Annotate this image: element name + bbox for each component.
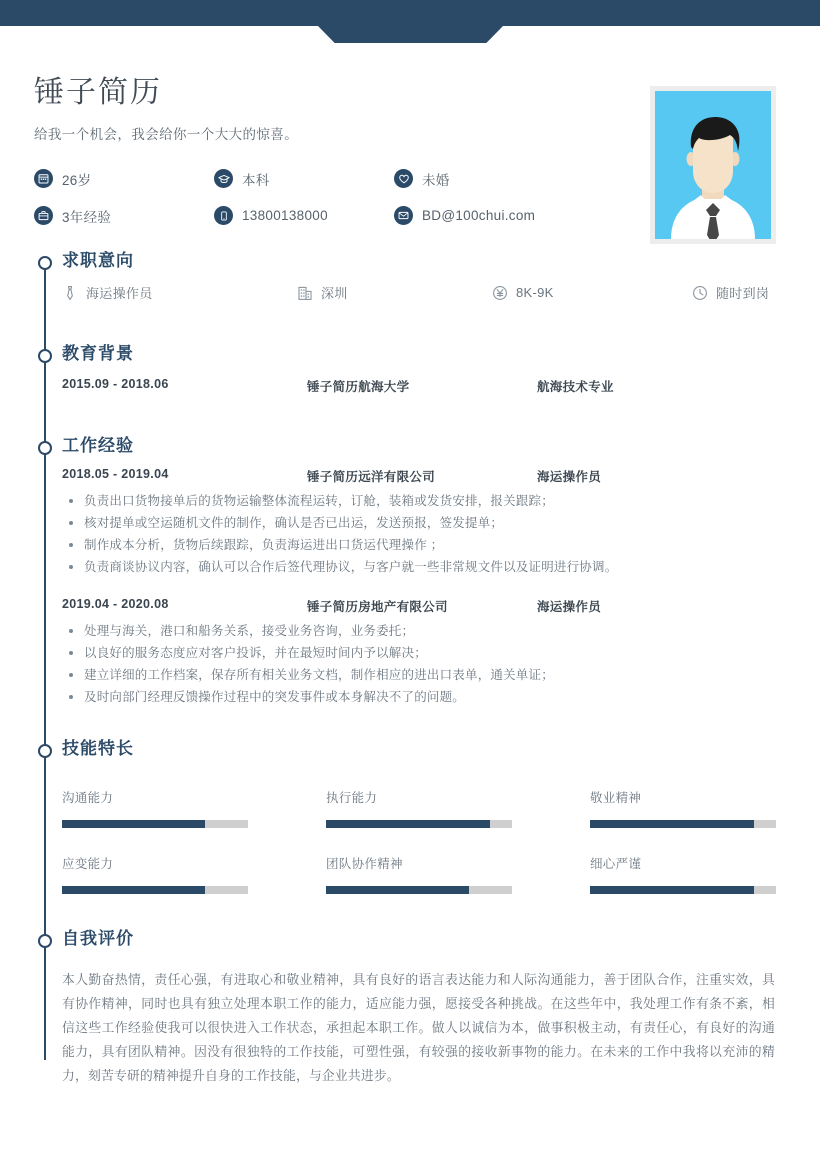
- skill-item: [590, 854, 777, 894]
- section-objective: [62, 252, 134, 269]
- yen-icon: [492, 285, 508, 301]
- avatar-illustration: [655, 91, 771, 239]
- timeline-dot-experience: [38, 441, 52, 455]
- meta-item-education-level: [214, 169, 394, 189]
- meta-item-email: [394, 206, 594, 226]
- meta-value-phone: 13800138000: [242, 208, 328, 223]
- section-title-skills: 技能特长: [62, 739, 134, 758]
- section-skills: [62, 740, 134, 757]
- header-banner-tab: [318, 26, 503, 43]
- timeline-dot-evaluation: [38, 934, 52, 948]
- skill-item: [62, 854, 249, 894]
- skill-item: [62, 788, 249, 828]
- meta-value-email: BD@100chui.com: [422, 208, 536, 223]
- experience-period: 2018.05 - 2019.04: [62, 467, 169, 481]
- section-education: [62, 345, 134, 362]
- duty-item: 制作成本分析，货物后续跟踪，负责海运进出口货运代理操作 ；: [62, 534, 777, 556]
- education-school: 锤子简历航海大学: [307, 380, 410, 394]
- skill-item: [326, 854, 513, 894]
- avatar: [650, 86, 776, 244]
- objective-items: [62, 283, 777, 302]
- education-major: 航海技术专业: [537, 380, 614, 394]
- timeline-dot-objective: [38, 256, 52, 270]
- experience-company: 锤子简历房地产有限公司: [307, 600, 448, 614]
- phone-icon: [214, 206, 233, 225]
- building-icon: [297, 285, 313, 301]
- education-period: 2015.09 - 2018.06: [62, 377, 169, 391]
- experience-period: 2019.04 - 2020.08: [62, 597, 169, 611]
- section-experience: [62, 437, 134, 454]
- skill-bar-track: [590, 820, 776, 828]
- skill-label: 执行能力: [326, 791, 378, 805]
- timeline-dot-education: [38, 349, 52, 363]
- skills-grid: [62, 788, 777, 894]
- objective-value-availability: 随时到岗: [716, 286, 770, 301]
- timeline-dot-skills: [38, 744, 52, 758]
- duty-item: 核对提单或空运随机文件的制作，确认是否已出运，发送预报，签发提单；: [62, 512, 777, 534]
- meta-value-age: 26岁: [62, 172, 92, 188]
- self-evaluation-text: 本人勤奋热情，责任心强，有进取心和敬业精神，具有良好的语言表达能力和人际沟通能力，善于团队合作，注重实效，具有协作精神，同时也具有独立处理本职工作的能力，适应能力强，愿接受各种挑战。在这些年中，我处理工作有条不紊，相信这些工作经验使我可以很快进入工作状态，承担起本职工作。做人以诚信为本，做事积极主动，有责任心，有良好的沟通能力，具有团队精神。因没有很独特的工作技能，可塑性强，有较强的接收新事物的能力。在未来的工作中我将以充沛的精力，刻苦专研的精神提升自身的工作技能，与企业共进步。: [62, 971, 775, 1083]
- heart-icon: [394, 169, 413, 188]
- skill-label: 细心严谨: [590, 857, 642, 871]
- experience-entry-header: [62, 597, 777, 615]
- skill-label: 应变能力: [62, 857, 114, 871]
- duty-item: 以良好的服务态度应对客户投诉，并在最短时间内予以解决；: [62, 642, 777, 664]
- duty-item: 建立详细的工作档案，保存所有相关业务文档，制作相应的进出口表单，通关单证；: [62, 664, 777, 686]
- meta-item-age: [34, 169, 214, 189]
- calendar-icon: [34, 169, 53, 188]
- objective-value-city: 深圳: [321, 286, 348, 301]
- skill-bar-track: [326, 886, 512, 894]
- candidate-name: 锤子简历: [34, 76, 162, 109]
- clock-icon: [692, 285, 708, 301]
- skill-bar-fill: [326, 886, 469, 894]
- duty-item: 处理与海关，港口和船务关系，接受业务咨询，业务委托；: [62, 620, 777, 642]
- meta-value-education-level: 本科: [242, 172, 270, 188]
- skill-label: 沟通能力: [62, 791, 114, 805]
- objective-item-position: [62, 283, 297, 302]
- tie-icon: [62, 285, 78, 301]
- skill-bar-track: [62, 820, 248, 828]
- meta-item-marital-status: [394, 169, 594, 189]
- meta-value-marital-status: 未婚: [422, 172, 450, 188]
- skill-label: 团队协作精神: [326, 857, 403, 871]
- section-self-evaluation: [62, 930, 134, 947]
- objective-value-salary: 8K-9K: [516, 285, 554, 300]
- section-title-self-evaluation: 自我评价: [62, 929, 134, 948]
- meta-item-phone: [214, 206, 394, 226]
- skill-bar-track: [326, 820, 512, 828]
- skill-bar-track: [590, 886, 776, 894]
- briefcase-icon: [34, 206, 53, 225]
- avatar-photo: [655, 91, 771, 239]
- envelope-icon: [394, 206, 413, 225]
- experience-duties: [62, 490, 777, 578]
- contact-meta-grid: [34, 169, 634, 226]
- objective-item-salary: [492, 285, 692, 301]
- experience-company: 锤子简历远洋有限公司: [307, 470, 436, 484]
- experience-duties: [62, 620, 777, 708]
- skill-bar-track: [62, 886, 248, 894]
- skill-bar-fill: [590, 820, 754, 828]
- skill-bar-fill: [62, 886, 205, 894]
- experience-role: 海运操作员: [537, 600, 602, 614]
- experience-entry-header: [62, 467, 777, 485]
- duty-item: 负责出口货物接单后的货物运输整体流程运转，订舱，装箱或发货安排，报关跟踪；: [62, 490, 777, 512]
- meta-item-experience: [34, 206, 214, 226]
- duty-item: 负责商谈协议内容，确认可以合作后签代理协议，与客户就一些非常规文件以及证明进行协调。: [62, 556, 777, 578]
- skill-item: [326, 788, 513, 828]
- skill-label: 敬业精神: [590, 791, 642, 805]
- section-title-education: 教育背景: [62, 344, 134, 363]
- skill-bar-fill: [62, 820, 205, 828]
- skill-bar-fill: [326, 820, 490, 828]
- meta-value-experience: 3年经验: [62, 209, 112, 225]
- skill-bar-fill: [590, 886, 754, 894]
- objective-value-position: 海运操作员: [86, 286, 153, 301]
- skill-item: [590, 788, 777, 828]
- section-title-objective: 求职意向: [62, 251, 134, 270]
- identity-block: [34, 76, 634, 226]
- candidate-slogan: 给我一个机会，我会给你一个大大的惊喜。: [34, 126, 299, 142]
- education-entry: [62, 377, 777, 395]
- experience-role: 海运操作员: [537, 470, 602, 484]
- graduation-cap-icon: [214, 169, 233, 188]
- header-banner: [0, 0, 820, 26]
- objective-item-city: [297, 283, 492, 302]
- section-title-experience: 工作经验: [62, 436, 134, 455]
- duty-item: 及时向部门经理反馈操作过程中的突发事件或本身解决不了的问题。: [62, 686, 777, 708]
- objective-item-availability: [692, 283, 777, 302]
